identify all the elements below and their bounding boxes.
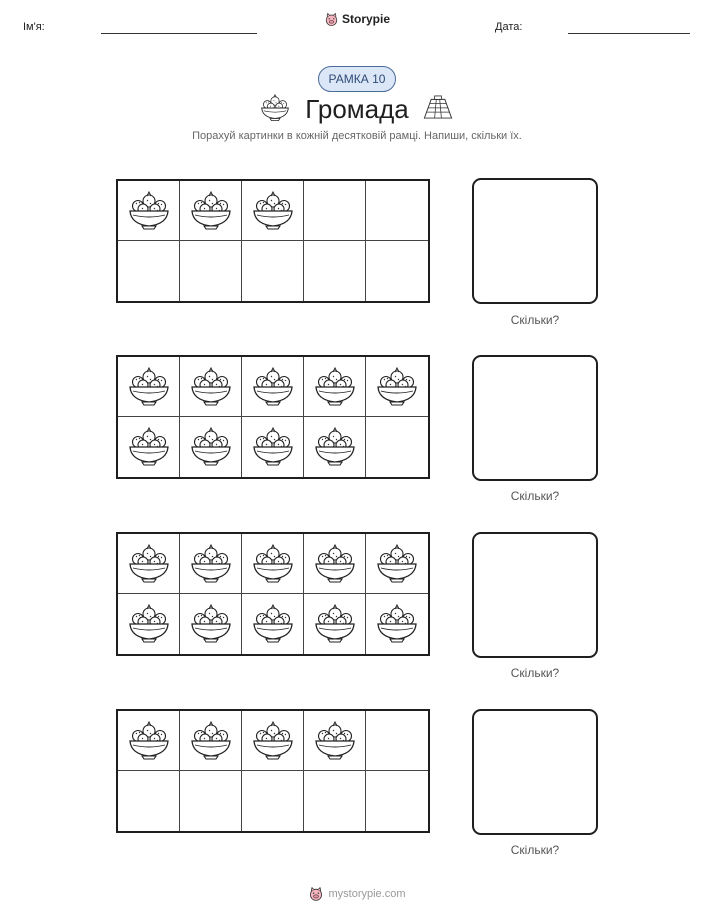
frame-cell bbox=[304, 357, 366, 417]
fruit-bowl-icon bbox=[375, 604, 419, 644]
fruit-bowl-icon bbox=[313, 604, 357, 644]
frame-cell bbox=[366, 771, 428, 831]
fruit-bowl-icon bbox=[375, 544, 419, 584]
frame-cell bbox=[304, 771, 366, 831]
frame-cell bbox=[118, 357, 180, 417]
fruit-bowl-icon bbox=[313, 544, 357, 584]
frame-cell bbox=[180, 711, 242, 771]
frame-cell bbox=[118, 417, 180, 477]
fruit-bowl-icon bbox=[251, 367, 295, 407]
frame-badge: РАМКА 10 bbox=[318, 66, 396, 92]
frame-cell bbox=[304, 417, 366, 477]
fruit-bowl-icon bbox=[189, 427, 233, 467]
fruit-bowl-icon bbox=[189, 191, 233, 231]
name-label: Ім'я: bbox=[23, 21, 45, 33]
frame-cell bbox=[366, 241, 428, 301]
frame-cell bbox=[180, 241, 242, 301]
how-many-label-1: Скільки? bbox=[510, 313, 560, 327]
frame-cell bbox=[366, 594, 428, 654]
fruit-bowl-icon bbox=[127, 721, 171, 761]
fruit-bowl-icon bbox=[251, 721, 295, 761]
ten-frame-2 bbox=[116, 355, 430, 479]
frame-cell bbox=[180, 594, 242, 654]
fruit-bowl-icon bbox=[127, 367, 171, 407]
frame-cell bbox=[180, 417, 242, 477]
footer bbox=[0, 886, 714, 902]
frame-cell bbox=[180, 534, 242, 594]
frame-cell bbox=[118, 534, 180, 594]
fruit-bowl-icon bbox=[189, 721, 233, 761]
frame-cell bbox=[242, 417, 304, 477]
frame-cell bbox=[118, 241, 180, 301]
frame-cell bbox=[304, 711, 366, 771]
fruit-bowl-icon bbox=[313, 721, 357, 761]
answer-box-2[interactable] bbox=[472, 355, 598, 481]
frame-cell bbox=[118, 771, 180, 831]
fruit-bowl-icon bbox=[313, 427, 357, 467]
answer-box-1[interactable] bbox=[472, 178, 598, 304]
how-many-label-2: Скільки? bbox=[510, 489, 560, 503]
answer-box-4[interactable] bbox=[472, 709, 598, 835]
page-title: Громада bbox=[305, 94, 409, 124]
how-many-label-4: Скільки? bbox=[510, 843, 560, 857]
frame-cell bbox=[304, 534, 366, 594]
brand-name: Storypie bbox=[341, 12, 390, 26]
frame-cell bbox=[366, 534, 428, 594]
fruit-bowl-icon bbox=[189, 544, 233, 584]
instructions: Порахуй картинки в кожній десятковій рамці. Напиши, скільки їх. bbox=[192, 130, 522, 142]
frame-cell bbox=[118, 594, 180, 654]
date-line[interactable] bbox=[568, 33, 690, 34]
pig-mascot-icon bbox=[308, 886, 324, 902]
fruit-bowl-icon bbox=[127, 604, 171, 644]
name-line[interactable] bbox=[101, 33, 257, 34]
frame-cell bbox=[242, 534, 304, 594]
ten-frame-1 bbox=[116, 179, 430, 303]
fruit-bowl-icon bbox=[127, 544, 171, 584]
fruit-bowl-icon bbox=[313, 367, 357, 407]
fruit-bowl-icon bbox=[251, 544, 295, 584]
pig-mascot-icon bbox=[324, 12, 339, 27]
frame-cell bbox=[180, 357, 242, 417]
frame-cell bbox=[242, 711, 304, 771]
frame-cell bbox=[304, 594, 366, 654]
frame-cell bbox=[304, 241, 366, 301]
frame-cell bbox=[366, 357, 428, 417]
date-label: Дата: bbox=[495, 21, 523, 33]
frame-cell bbox=[180, 771, 242, 831]
answer-box-3[interactable] bbox=[472, 532, 598, 658]
frame-cell bbox=[118, 711, 180, 771]
frame-cell bbox=[304, 181, 366, 241]
frame-cell bbox=[242, 181, 304, 241]
title-row bbox=[0, 92, 714, 128]
fruit-bowl-icon bbox=[127, 427, 171, 467]
frame-cell bbox=[366, 711, 428, 771]
frame-cell bbox=[242, 594, 304, 654]
frame-cell bbox=[242, 241, 304, 301]
pyramid-icon bbox=[421, 94, 455, 120]
ten-frame-3 bbox=[116, 532, 430, 656]
fruit-bowl-icon bbox=[375, 367, 419, 407]
fruit-bowl-icon bbox=[127, 191, 171, 231]
how-many-label-3: Скільки? bbox=[510, 666, 560, 680]
fruit-bowl-icon bbox=[189, 367, 233, 407]
frame-cell bbox=[366, 417, 428, 477]
frame-cell bbox=[242, 771, 304, 831]
footer-site[interactable]: mystorypie.com bbox=[328, 887, 406, 900]
ten-frame-4 bbox=[116, 709, 430, 833]
fruit-bowl-icon bbox=[251, 191, 295, 231]
frame-cell bbox=[118, 181, 180, 241]
fruit-bowl-icon bbox=[251, 427, 295, 467]
fruit-bowl-icon bbox=[189, 604, 233, 644]
frame-cell bbox=[180, 181, 242, 241]
brand-logo bbox=[0, 12, 714, 27]
fruit-bowl-icon bbox=[251, 604, 295, 644]
frame-cell bbox=[242, 357, 304, 417]
frame-cell bbox=[366, 181, 428, 241]
